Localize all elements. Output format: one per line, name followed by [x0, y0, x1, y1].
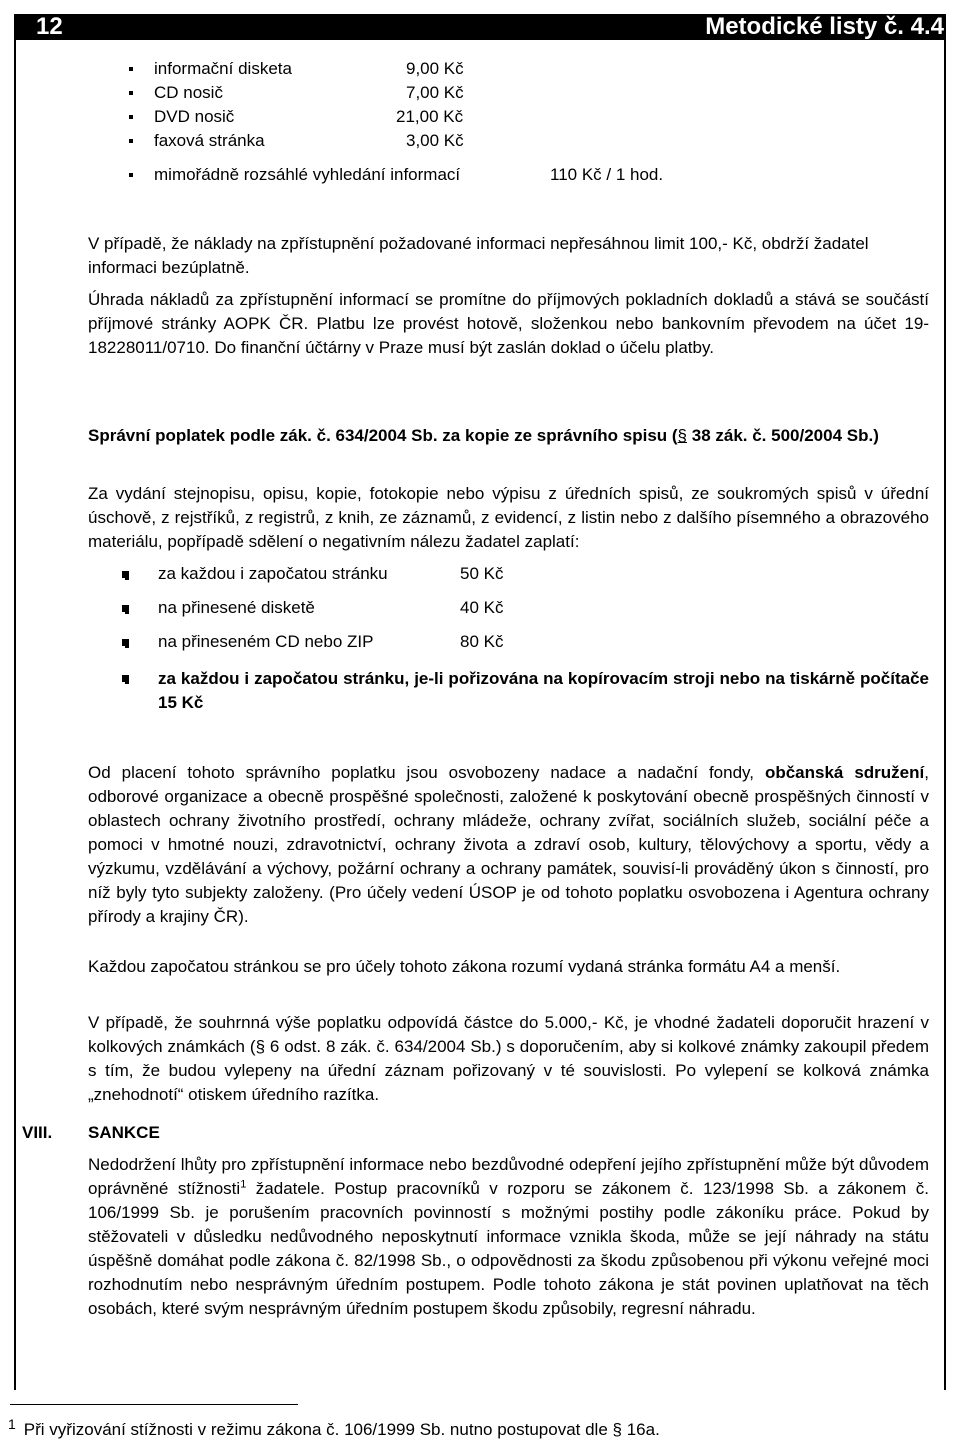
- fee-item-label: za každou i započatou stránku: [158, 564, 388, 583]
- footnote-text-2: 16a.: [621, 1420, 660, 1439]
- price-item-value: 21,00 Kč: [396, 107, 464, 126]
- sanctions-text-2: žadatele. Postup pracovníků v rozporu se zákonem č. 123/1998 Sb. a zákonem č. 106/1999 Sb. je porušením pracovních povinností s možnými postihy podle zákoníku práce. Pokud by stěžovateli v důsledku nedůvodného neposkytnutí informace vznikla škoda, může se její náhrady na státu úspěšně domáhat podle zákona č. 82/1998 Sb., o odpovědnosti za škodu způsobenou při výkonu veřejné moci rozhodnutím nebo nesprávným úředním postupem. Podle tohoto zákona je stát povinen uplatňovat na těch osobách, které svým nesprávným úředním postupem škodu způsobily, regresní náhradu.: [88, 1179, 930, 1318]
- exemption-text-1: Od placení tohoto správního poplatku jsou osvobozeny nadace a nadační fondy,: [88, 763, 765, 782]
- section-title: SANKCE: [88, 1123, 160, 1142]
- fee-heading: [88, 424, 926, 448]
- footnote-reference[interactable]: 1: [240, 1178, 247, 1191]
- bullet-icon: [122, 675, 131, 684]
- fee-item-price: 50 Kč: [460, 564, 504, 583]
- page-header: [14, 14, 946, 40]
- stamp-text-2: 6 odst. 8 zák. č. 634/2004 Sb.) s doporučením, aby si kolkové známky zakoupil předem s tím, že budou vylepeny na úřední záznam pořizovaný v té souvislosti. Po vylepení se kolková známka „znehodnotí“ otiskem úředního razítka.: [88, 1037, 929, 1104]
- price-item-label: DVD nosič: [154, 107, 235, 126]
- bullet-icon: [129, 139, 133, 143]
- exemption-paragraph: [88, 761, 929, 929]
- footnote-separator: [10, 1404, 298, 1405]
- price-item-label: faxová stránka: [154, 131, 265, 150]
- section-sign: §: [677, 426, 688, 445]
- bullet-icon: [122, 571, 131, 580]
- header-title: Metodické listy č. 4.4: [705, 13, 944, 40]
- price-item-label: informační disketa: [154, 59, 292, 78]
- footnote-number: 1: [8, 1416, 16, 1432]
- fee-item-label: na přinesené disketě: [158, 598, 315, 617]
- fee-item-price: 80 Kč: [460, 632, 504, 651]
- bullet-icon: [129, 91, 133, 95]
- sanctions-paragraph: [88, 1153, 929, 1321]
- sanctions-text-1: Nedodržení lhůty pro zpřístupnění informace nebo bezdůvodné odepření jejího zpřístupnění může být důvodem oprávněné stížnosti: [88, 1155, 929, 1198]
- bullet-icon: [122, 639, 131, 648]
- price-item-value: 7,00 Kč: [406, 83, 464, 102]
- price-item-label: mimořádně rozsáhlé vyhledání informací: [154, 165, 461, 184]
- fee-item-copier: za každou i započatou stránku, je-li pořizována na kopírovacím stroji nebo na tiskárně počítače 15 Kč: [158, 669, 929, 712]
- exemption-text-2: , odborové organizace a obecně prospěšné společnosti, založené k poskytování obecně prospěšných činností v oblastech ochrany životního prostředí, ochrany mládeže, ochrany zvířat, sociálních služeb, sociální péče a pomoci v hmotné nouzi, zdravotnictví, ochrany života a zdraví osob, kultury, tělovýchovy a sportu, vědy a výzkumu, vzdělávání a výchovy, požární ochrany a ochrany památek, souvisí-li prováděný úkon s činností, pro níž byly tyto subjekty založeny. (Pro účely vedení ÚSOP je od tohoto poplatku osvobozena i Agentura ochrany přírody a krajiny ČR).: [88, 763, 929, 926]
- stamp-paragraph: [88, 1011, 929, 1107]
- footnote-text-1: Při vyřizování stížnosti v režimu zákona č. 106/1999 Sb. nutno postupovat dle: [23, 1420, 613, 1439]
- price-item-value: 9,00 Kč: [406, 59, 464, 78]
- fee-item-price: 40 Kč: [460, 598, 504, 617]
- limit-paragraph: V případě, že náklady na zpřístupnění požadované informaci nepřesáhnou limit 100,- Kč, obdrží žadatel informaci bezúplatně.: [88, 234, 869, 277]
- exemption-bold: občanská sdružení: [764, 763, 925, 782]
- bullet-icon: [122, 605, 131, 614]
- footnote: [8, 1418, 948, 1442]
- bullet-icon: [129, 115, 133, 119]
- section-number: VIII.: [22, 1123, 53, 1142]
- section-sign: §: [612, 1420, 622, 1439]
- fee-heading-text: Správní poplatek podle zák. č. 634/2004 Sb. za kopie ze správního spisu (§ 38 zák. č. 500/2004 Sb.): [88, 426, 879, 445]
- bullet-icon: [129, 173, 133, 177]
- bullet-icon: [129, 67, 133, 71]
- price-item-value: 3,00 Kč: [406, 131, 464, 150]
- fee-item-label: na přineseném CD nebo ZIP: [158, 632, 374, 651]
- price-item-value: 110 Kč / 1 hod.: [550, 165, 664, 184]
- stamp-text-1: V případě, že souhrnná výše poplatku odpovídá částce do 5.000,- Kč, je vhodné žadateli doporučit hrazení v kolkových známkách (: [88, 1013, 929, 1056]
- page-number: 12: [36, 13, 63, 40]
- payment-paragraph: Úhrada nákladů za zpřístupnění informací se promítne do příjmových pokladních dokladů a stává se součástí příjmové stránky AOPK ČR. Platbu lze provést hotově, složenkou nebo bankovním převodem na účet 19-18228011/0710. Do finanční účtárny v Praze musí být zaslán doklad o účelu platby.: [88, 290, 929, 357]
- section-sign: §: [255, 1037, 266, 1056]
- page-definition-paragraph: Každou započatou stránkou se pro účely tohoto zákona rozumí vydaná stránka formátu A4 a menší.: [88, 957, 841, 976]
- fee-intro-paragraph: Za vydání stejnopisu, opisu, kopie, fotokopie nebo výpisu z úředních spisů, ze soukromých spisů v úřední úschově, z rejstříků, z registrů, z knih, ze záznamů, z evidencí, z listin nebo z dalšího písemného a obrazového materiálu, popřípadě sdělení o negativním nálezu žadatel zaplatí:: [88, 484, 929, 551]
- price-item-label: CD nosič: [154, 83, 223, 102]
